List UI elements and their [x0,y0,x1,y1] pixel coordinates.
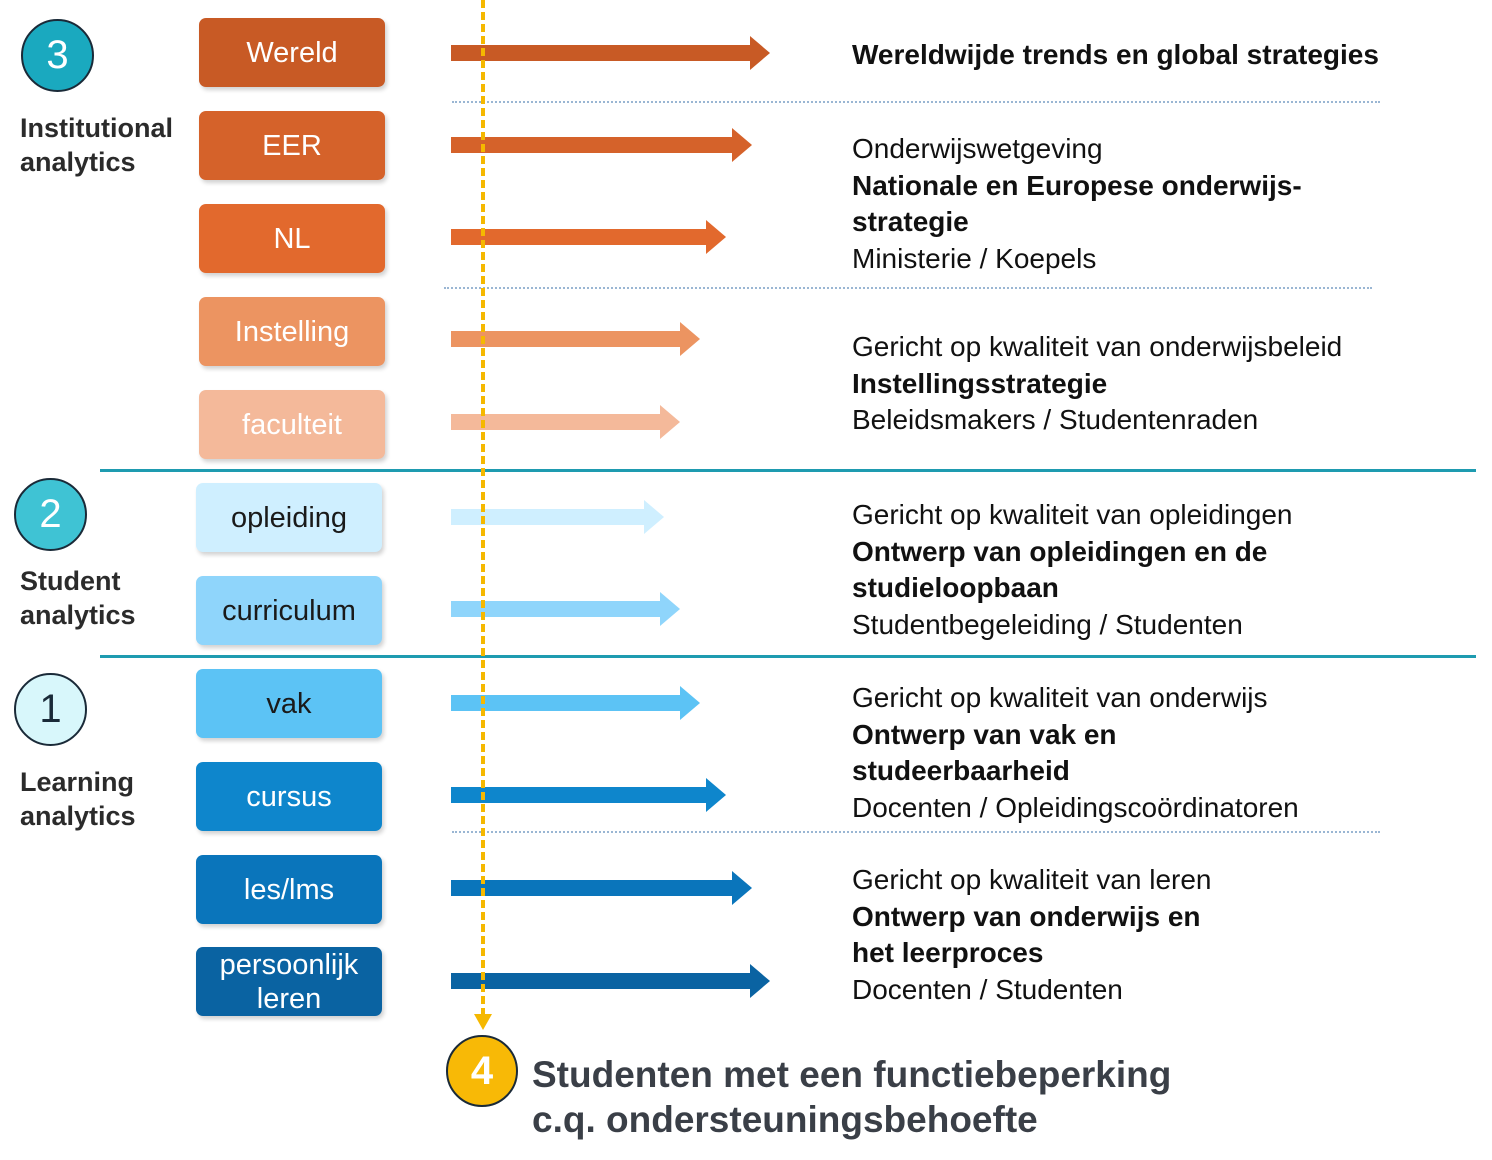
box-faculteit: faculteit [199,390,385,459]
description-wereld: Wereldwijde trends en global strategies [852,39,1379,70]
arrow-les-lms [451,871,752,905]
level-4-number: 4 [470,1048,494,1093]
box-vak: vak [196,669,382,738]
box-persoonlijk-leren: persoonlijk leren [196,947,382,1016]
level-3-number: 3 [46,33,69,77]
arrow-nl [451,220,726,254]
box-eer: EER [199,111,385,180]
level-1-number: 1 [39,687,62,731]
level-2-number: 2 [39,492,62,536]
level-4-badge [446,1035,518,1107]
arrow-wereld [451,36,770,70]
box-cursus: cursus [196,762,382,831]
arrow-instelling [451,322,700,356]
description-leren: Gericht op kwaliteit van leren Ontwerp van onderwijs en het leerproces Docenten / Studenten [852,864,1212,1005]
box-curriculum: curriculum [196,576,382,645]
description-opleiding: Gericht op kwaliteit van opleidingen Ontwerp van opleidingen en de studieloopbaan Studentbegeleiding / Studenten [852,499,1293,640]
description-instelling: Gericht op kwaliteit van onderwijsbeleid Instellingsstrategie Beleidsmakers / Studentenraden [852,331,1343,435]
box-les-lms: les/lms [196,855,382,924]
arrow-eer [451,128,752,162]
arrow-cursus [451,778,726,812]
dashed-line-arrowhead [472,1012,494,1032]
box-opleiding: opleiding [196,483,382,552]
box-wereld: Wereld [199,18,385,87]
description-onderwijs: Gericht op kwaliteit van onderwijs Ontwerp van vak en studeerbaarheid Docenten / Opleidingscoördinatoren [852,682,1299,823]
arrow-curriculum [451,592,680,626]
arrow-vak [451,686,700,720]
box-nl: NL [199,204,385,273]
institutional-analytics-label: Institutional analytics [20,113,173,177]
description-nationaal: Onderwijswetgeving Nationale en Europese onderwijs- strategie Ministerie / Koepels [852,133,1302,274]
footer-text: Studenten met een functiebeperking c.q. ondersteuningsbehoefte [532,1054,1172,1140]
box-instelling: Instelling [199,297,385,366]
students-dashed-line [481,0,485,1016]
arrow-faculteit [451,405,680,439]
learning-analytics-label: Learning analytics [20,767,136,831]
arrow-persoonlijk-leren [451,964,770,998]
student-analytics-label: Student analytics [20,566,136,630]
